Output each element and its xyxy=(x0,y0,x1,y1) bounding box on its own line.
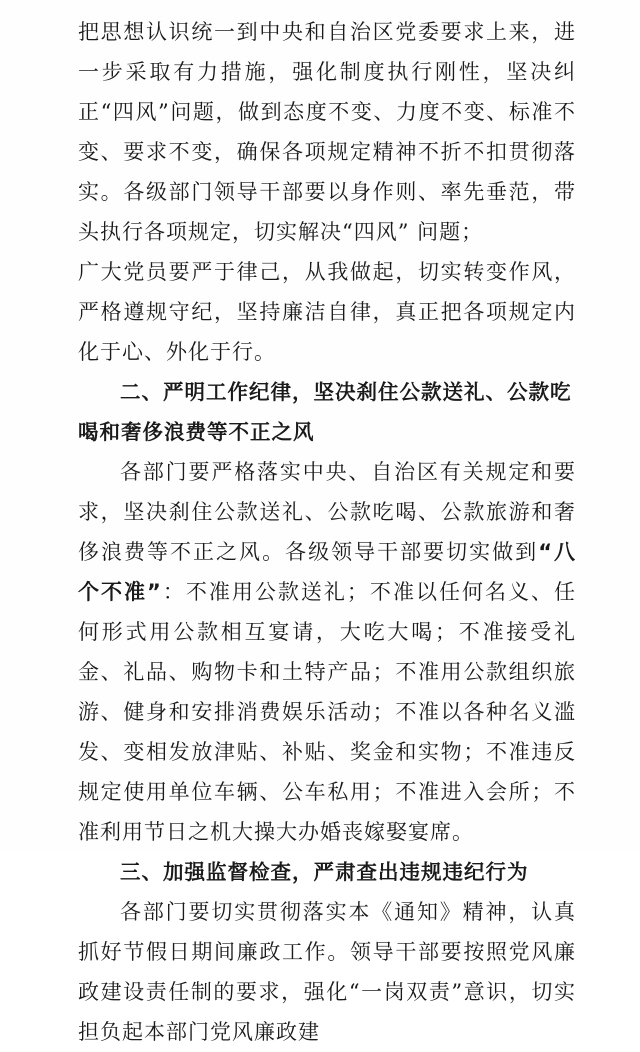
section-heading-3: 三、加强监督检查，严肃查出违规违纪行为 xyxy=(120,860,529,884)
paragraph-3-text-before: 各部门要严格落实中央、自治区有关规定和要求，坚决刹住公款送礼、公款吃喝、公款旅游和奢侈浪费等不正之风。各级领导干部要切实做到 xyxy=(78,460,576,564)
paragraph-3-text-after: ：不准用公款送礼；不准以任何名义、任何形式用公款相互宴请，大吃大喝；不准接受礼金、礼品、购物卡和土特产品；不准用公款组织旅游、健身和安排消费娱乐活动；不准以各种名义滥发、变相发放津贴、补贴、奖金和实物；不准违反规定使用单位车辆、公车私用；不准进入会所；不准利用节日之机大操大办婚丧嫁娶宴席。 xyxy=(78,580,577,844)
paragraph-4: 各部门要切实贯彻落实本《通知》精神，认真抓好节假日期间廉政工作。领导干部要按照党风廉政建设责任制的要求，强化“一岗双责”意识，切实担负起本部门党风廉政建 xyxy=(78,900,576,1044)
paragraph-3 xyxy=(78,452,576,852)
section-heading-2: 二、严明工作纪律，坚决刹住公款送礼、公款吃喝和奢侈浪费等不正之风 xyxy=(78,380,572,444)
paragraph-1: 把思想认识统一到中央和自治区党委要求上来，进一步采取有力措施，强化制度执行刚性，坚决纠正“四风”问题，做到态度不变、力度不变、标准不变、要求不变，确保各项规定精神不折不扣贯彻落实。各级部门领导干部要以身作则、率先垂范，带头执行各项规定，切实解决“四风” 问题； xyxy=(78,20,576,244)
paragraph-2: 广大党员要严于律己，从我做起，切实转变作风，严格遵规守纪，坚持廉洁自律，真正把各项规定内化于心、外化于行。 xyxy=(78,260,576,364)
eight-prohibitions-emphasis: “八个不准” xyxy=(78,540,576,604)
